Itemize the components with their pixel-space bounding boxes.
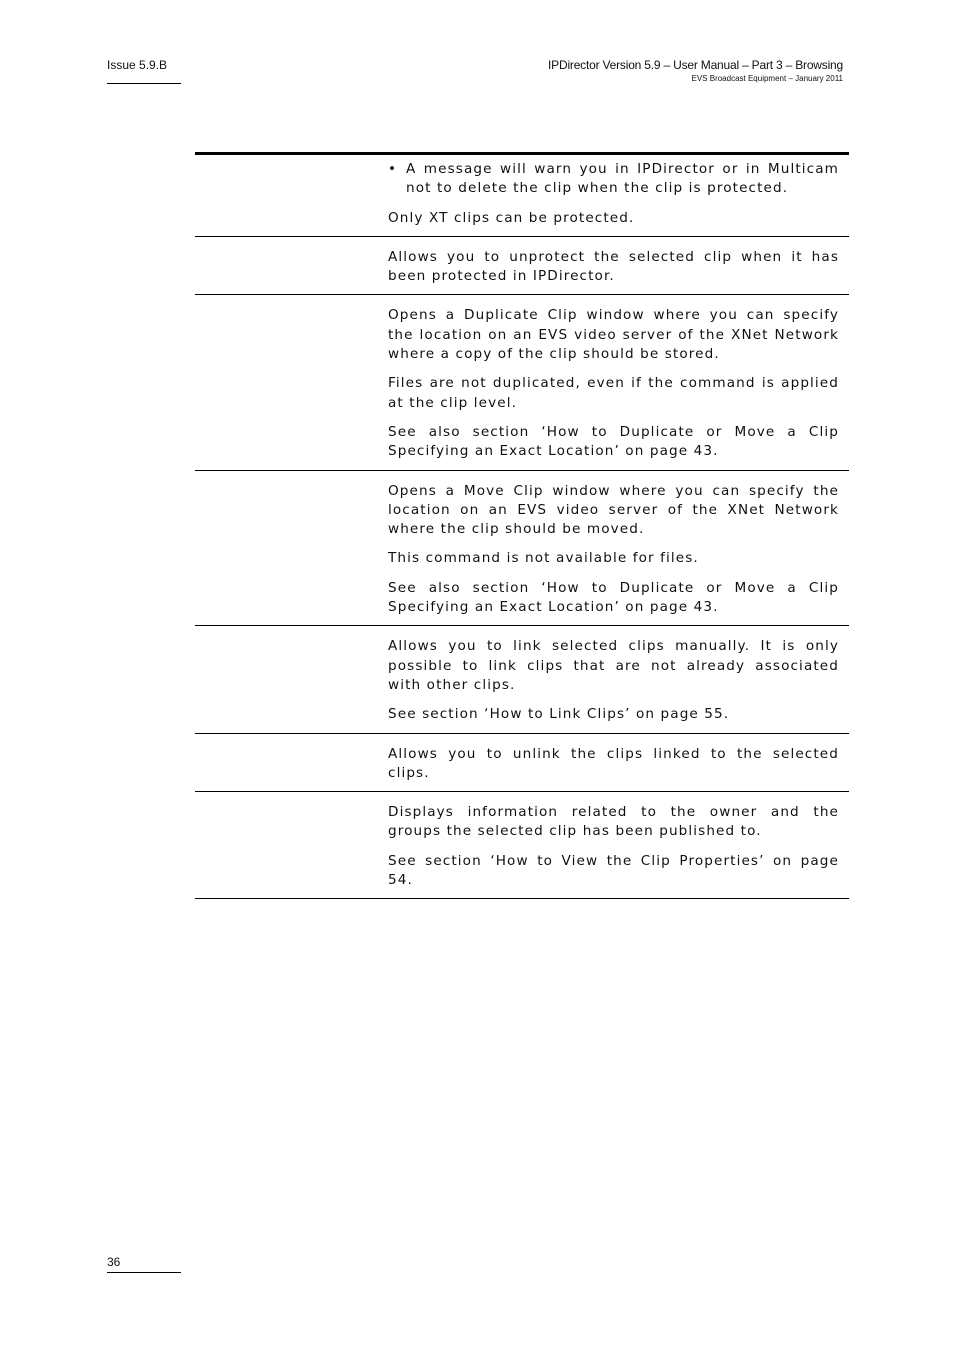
- table-row: [195, 734, 849, 793]
- description-cell: [388, 237, 839, 295]
- table-row: [195, 626, 849, 733]
- table-row: [195, 155, 849, 237]
- paragraph: Files are not duplicated, even if the command is applied at the clip level.: [388, 375, 839, 411]
- paragraph: Opens a Move Clip window where you can specify the location on an EVS video server of the XNet Network where the clip should be moved.: [388, 482, 839, 538]
- paragraph: Allows you to link selected clips manually. It is only possible to link clips that are not already associated with other clips.: [388, 638, 839, 693]
- page-number: 36: [107, 1254, 181, 1273]
- bullet-item: [388, 160, 839, 199]
- paragraph: Allows you to unprotect the selected clip when it has been protected in IPDirector.: [388, 248, 839, 285]
- header-issue: Issue 5.9.B: [107, 57, 181, 84]
- paragraph: This command is not available for files.: [388, 550, 699, 567]
- command-cell: [195, 734, 388, 792]
- paragraph: Only XT clips can be protected.: [388, 209, 635, 226]
- paragraph: Allows you to unlink the clips linked to the selected clips.: [388, 745, 839, 781]
- command-cell: [195, 792, 388, 898]
- command-cell: [195, 155, 388, 236]
- description-cell: [388, 295, 839, 469]
- paragraph: See section ‘How to View the Clip Properties’ on page 54.: [388, 852, 839, 889]
- command-cell: [195, 237, 388, 295]
- commands-table: [195, 152, 849, 899]
- paragraph: Displays information related to the owner and the groups the selected clip has been published to.: [388, 804, 839, 840]
- paragraph: Opens a Duplicate Clip window where you can specify the location on an EVS video server of the XNet Network where a copy of the clip should be stored.: [388, 307, 839, 363]
- table-row: [195, 295, 849, 470]
- paragraph: See also section ‘How to Duplicate or Move a Clip Specifying an Exact Location’ on page 43.: [388, 423, 839, 460]
- description-cell: [388, 734, 839, 792]
- table-row: [195, 792, 849, 899]
- command-cell: [195, 626, 388, 732]
- bullet-icon: •: [388, 161, 398, 177]
- paragraph: See section ‘How to Link Clips’ on page 55.: [388, 706, 730, 723]
- description-cell: [388, 155, 839, 236]
- description-cell: [388, 626, 839, 732]
- description-cell: [388, 471, 839, 626]
- command-cell: [195, 471, 388, 626]
- header-title: IPDirector Version 5.9 – User Manual – Part 3 – Browsing: [548, 58, 843, 72]
- header-block: [548, 57, 843, 85]
- bullet-text: A message will warn you in IPDirector or in Multicam not to delete the clip when the clip is protected.: [406, 161, 839, 197]
- paragraph: See also section ‘How to Duplicate or Move a Clip Specifying an Exact Location’ on page 43.: [388, 579, 839, 616]
- header-subtitle: EVS Broadcast Equipment – January 2011: [691, 74, 843, 83]
- table-row: [195, 471, 849, 627]
- command-cell: [195, 295, 388, 469]
- table-row: [195, 237, 849, 296]
- description-cell: [388, 792, 839, 898]
